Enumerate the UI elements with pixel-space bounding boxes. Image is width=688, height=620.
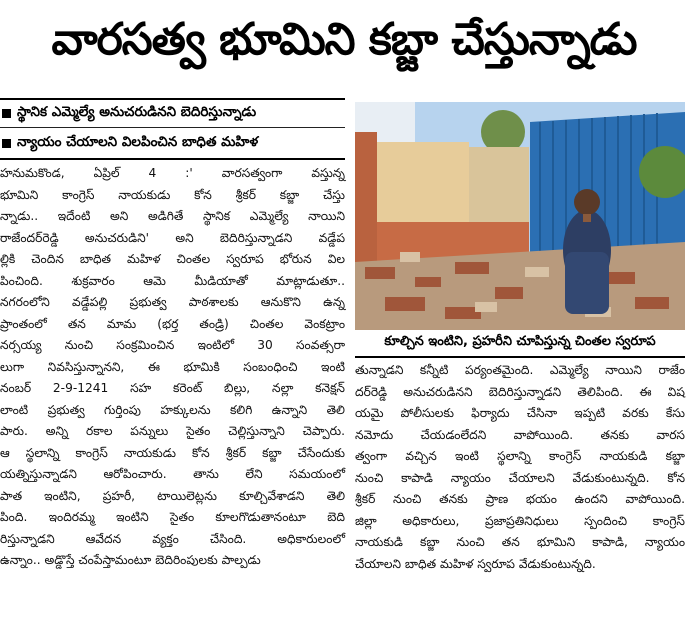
subhead-2 bbox=[0, 130, 345, 156]
body-line: లుగా నివసిస్తున్నానని, ఈ భూమికి సంబంధించి ఇంటి bbox=[0, 359, 345, 374]
body-line: భూమిని కాంగ్రెస్ నాయకుడు కోన శ్రీకర్ కబ్జా చేస్తు bbox=[0, 187, 345, 202]
body-line: తున్నాడని కన్నీటి పర్యంతమైంది. ఎమ్మెల్యే నాయిని రాజేం bbox=[355, 363, 685, 377]
photo-illustration bbox=[355, 102, 685, 330]
body-line: నగరంలోని వడ్డేపల్లి ప్రభుత్వ పాఠశాలకు ఆనుకొని ఉన్న bbox=[0, 295, 345, 309]
body-line: ఆ స్థలాన్ని కాంగ్రెస్ నాయకుడు కోన శ్రీకర్ కబ్జా చేసేందుకు bbox=[0, 445, 345, 460]
subhead-2-text: న్యాయం చేయాలని విలపించిన బాధిత మహిళ bbox=[17, 133, 259, 150]
left-column bbox=[0, 163, 345, 572]
subhead-1-text: స్థానిక ఎమ్మెల్యే అనుచరుడినని బెదిరిస్తున్నాడు bbox=[17, 103, 257, 120]
body-line: పాత ఇంటిని, ప్రహరీ, టాయిలెట్లను కూల్చివేశాడని తెలి bbox=[0, 488, 345, 503]
body-line: నంబర్ 2-9-1241 సహ కరెంట్ బిల్లు, నల్లా కనెక్షన్ bbox=[0, 381, 345, 395]
body-line: పించింది. శుక్రవారం ఆమె మీడియాతో మాట్లాడుతూ.. bbox=[0, 273, 345, 288]
body-line: లాంటి ప్రభుత్వ గుర్తింపు హక్కులను కలిగి ఉన్నాని తెలి bbox=[0, 402, 345, 417]
body-line: న్నాడు.. ఇదేంటి అని అడిగితే స్థానిక ఎమ్మెల్యే నాయిని bbox=[0, 209, 345, 223]
body-line: దర్‌రెడ్డి అనుచరుడినని బెదిరిస్తున్నాడని తెలిపింది. ఈ విష bbox=[355, 384, 685, 399]
body-line: శ్రీకర్ నుంచి తనకు ప్రాణ భయం ఉందని వాపోయింది. bbox=[355, 492, 685, 506]
body-line: పింది. ఇందిరమ్మ ఇంటిని సైతం కూలగొడుతానంటూ బెది bbox=[0, 510, 345, 524]
subhead-divider bbox=[0, 127, 345, 128]
body-line: రిస్తున్నాడని ఆవేదన వ్యక్తం చేసింది. అధికారులంలో bbox=[0, 531, 345, 546]
subhead-1 bbox=[0, 100, 345, 126]
body-line: నమోదు చేయడంలేదని వాపోయింది. తనకు వారస bbox=[355, 427, 685, 442]
subhead-bottom-rule bbox=[0, 158, 345, 160]
right-column bbox=[355, 360, 685, 575]
photo-caption: కూల్చిన ఇంటిని, ప్రహరీని చూపిస్తున్న చింతల స్వరూప bbox=[384, 334, 656, 349]
body-line: జిల్లా అధికారులు, ప్రజాప్రతినిధులు స్పందించి కాంగ్రెస్ bbox=[355, 513, 685, 528]
body-line: యమై పోలీసులకు ఫిర్యాదు చేసినా ఇప్పటి వరకు కేసు bbox=[355, 406, 685, 420]
body-line: చేయాలని బాధిత మహిళ స్వరూప వేడుకుంటున్నది. bbox=[355, 556, 596, 571]
bullet-icon bbox=[2, 139, 11, 148]
bullet-icon bbox=[2, 109, 11, 118]
body-line: రాజేందర్‌రెడ్డి అనుచరుడిని' అని బెదిరిస్తున్నాడని వడ్డేప bbox=[0, 230, 345, 245]
body-line: నర్సయ్య నుంచి సంక్రమించిన ఇంటిలో 30 సంవత్సరా bbox=[0, 338, 345, 352]
body-line: హనుమకొండ, ఏప్రిల్ 4 :' వారసత్వంగా వస్తున్న bbox=[0, 166, 345, 180]
headline: వారసత్వ భూమిని కబ్జా చేస్తున్నాడు bbox=[51, 14, 637, 65]
body-line: ల్లికి చెందిన బాధిత మహిళ చింతల స్వరూప భోరున విల bbox=[0, 252, 345, 266]
body-line: నుంచి కాపాడి న్యాయం చేయాలని వేడుకుంటున్నది. కోన bbox=[355, 470, 685, 485]
body-line: ప్రాంతంలో తన మామ (భర్త తండ్రి) చింతల వెంకట్రాం bbox=[0, 316, 345, 331]
caption-rule bbox=[355, 356, 685, 358]
body-line: త్వంగా వచ్చిన ఇంటి స్థలాన్ని కాంగ్రెస్ నాయకుడి కబ్జా bbox=[355, 449, 685, 463]
demolished-house-photo bbox=[355, 102, 685, 330]
body-line: పారు. అన్ని రకాల పన్నులు సైతం చెల్లిస్తున్నాని చెప్పారు. bbox=[0, 424, 345, 438]
body-line: యత్నిస్తున్నాడని ఆరోపించారు. తాను లేని సమయంలో bbox=[0, 467, 345, 481]
body-line: నాయకుడి కబ్జా నుంచి తన భూమిని కాపాడి, న్యాయం bbox=[355, 535, 685, 549]
body-line: ఉన్నాం.. అడ్డొస్తే చంపేస్తామంటూ బెదిరింపులకు పాల్పడు bbox=[0, 553, 261, 567]
